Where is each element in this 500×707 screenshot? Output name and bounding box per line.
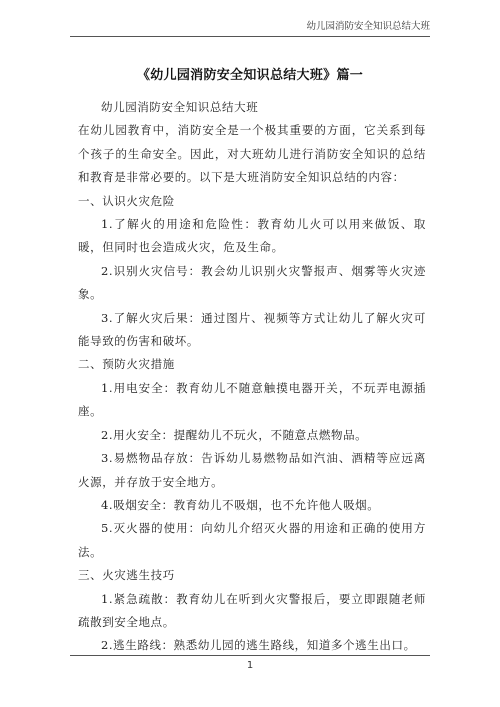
list-item: 4.吸烟安全：教育幼儿不吸烟，也不允许他人吸烟。 xyxy=(101,497,380,512)
header-divider xyxy=(70,36,430,37)
list-item: 2.识别火灾信号：教会幼儿识别火灾警报声、烟雾等火灾迹象。 xyxy=(78,263,426,302)
page-number: 1 xyxy=(246,660,254,671)
section-heading-3: 三、火灾逃生技巧 xyxy=(78,568,175,583)
list-item: 2.逃生路线：熟悉幼儿园的逃生路线，知道多个逃生出口。 xyxy=(101,638,416,653)
list-item: 1.了解火的用途和危险性：教育幼儿火可以用来做饭、取暖，但同时也会造成火灾，危及生命。 xyxy=(78,217,426,255)
document-title: 《幼儿园消防安全知识总结大班》篇一 xyxy=(136,68,364,83)
footer-divider xyxy=(70,655,430,656)
list-item: 1.用电安全：教育幼儿不随意触摸电器开关，不玩弄电源插座。 xyxy=(78,380,426,419)
paragraph-intro: 在幼儿园教育中，消防安全是一个极其重要的方面，它关系到每个孩子的生命安全。因此，对大班幼儿进行消防安全知识的总结和教育是非常必要的。以下是大班消防安全知识总结的内容： xyxy=(78,123,426,185)
list-item: 3.了解火灾后果：通过图片、视频等方式让幼儿了解火灾可能导致的伤害和破坏。 xyxy=(78,310,426,349)
paragraph-subtitle: 幼儿园消防安全知识总结大班 xyxy=(101,100,259,114)
section-heading-1: 一、认识火灾危险 xyxy=(78,193,175,208)
list-item: 2.用火安全：提醒幼儿不玩火，不随意点燃物品。 xyxy=(101,427,368,442)
section-heading-2: 二、预防火灾措施 xyxy=(78,357,175,372)
list-item: 5.灭火器的使用：向幼儿介绍灭火器的用途和正确的使用方法。 xyxy=(78,521,426,559)
list-item: 1.紧急疏散：教育幼儿在听到火灾警报后，要立即跟随老师疏散到安全地点。 xyxy=(78,591,426,629)
running-header: 幼儿园消防安全知识总结大班 xyxy=(306,21,430,32)
document-body xyxy=(78,96,426,658)
list-item: 3.易燃物品存放：告诉幼儿易燃物品如汽油、酒精等应远离火源，并存放于安全地方。 xyxy=(78,451,426,489)
